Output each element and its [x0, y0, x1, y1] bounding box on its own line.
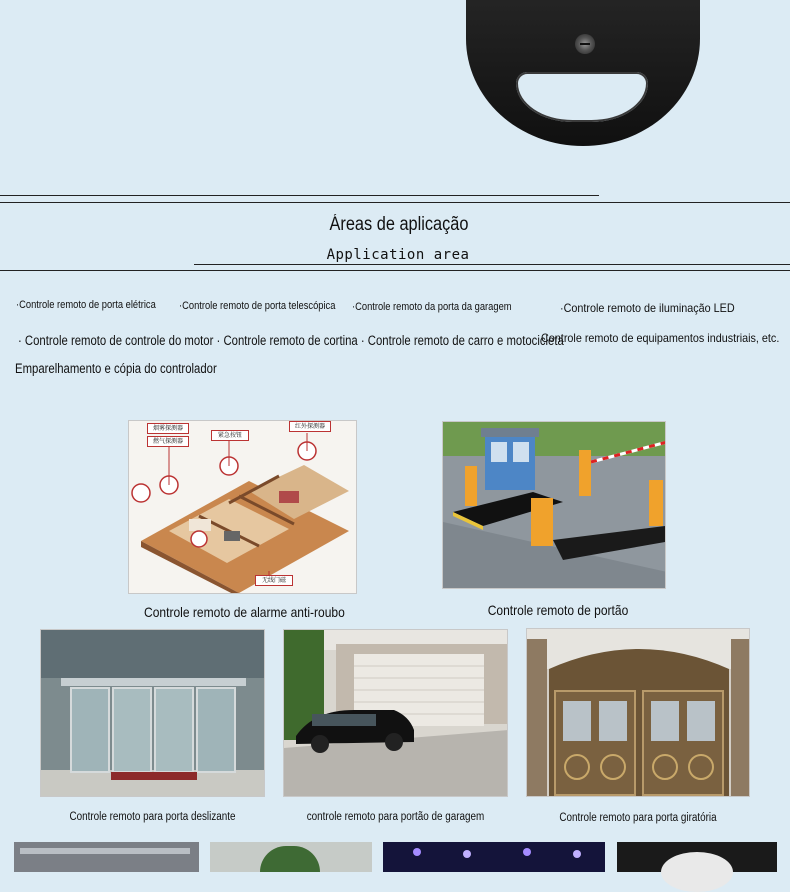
bottom-photo-4	[617, 842, 777, 872]
floorplan-label: 烟雾探测器	[147, 423, 189, 434]
photo-caption: Controle remoto para porta deslizante	[69, 811, 236, 823]
floorplan-label: 无线门磁	[255, 575, 293, 586]
photo-caption: Controle remoto de portão	[487, 602, 629, 618]
photo-caption: Controle remoto para porta giratória	[559, 812, 717, 824]
floorplan-label: 红外探测器	[289, 421, 331, 432]
bottom-photo-3	[383, 842, 605, 872]
light-dot	[573, 850, 581, 858]
light-dot	[523, 848, 531, 856]
swing-gate-photo	[526, 628, 750, 797]
application-item: Controle remoto de equipamentos industriais, etc.	[541, 331, 780, 345]
tree-shape	[260, 846, 320, 872]
application-item: · Controle remoto de controle do motor · Controle remoto de cortina · Controle remoto de carro e motocicleta	[18, 333, 564, 348]
bottom-photo-1	[14, 842, 199, 872]
application-item: ·Controle remoto de iluminação LED	[560, 301, 735, 315]
light-dot	[413, 848, 421, 856]
bottom-photo-2	[210, 842, 372, 872]
screw-icon	[575, 34, 595, 54]
divider	[0, 195, 599, 196]
application-item: Emparelhamento e cópia do controlador	[15, 361, 217, 376]
floorplan-label: 紧急按钮	[211, 430, 249, 441]
parking-barrier-photo	[442, 421, 666, 589]
house-floorplan-photo	[128, 420, 357, 594]
floorplan-label: 燃气探测器	[147, 436, 189, 447]
photo-caption: controle remoto para portão de garagem	[306, 811, 485, 823]
section-subtitle: Application area	[326, 247, 470, 263]
application-item: ·Controle remoto de porta telescópica	[179, 300, 336, 312]
garage-door-photo	[283, 629, 508, 797]
application-item: ·Controle remoto de porta elétrica	[16, 299, 156, 311]
application-item: ·Controle remoto da porta da garagem	[352, 301, 512, 313]
section-title: Áreas de aplicação	[329, 214, 469, 235]
divider	[0, 270, 790, 271]
round-lamp	[661, 852, 733, 892]
photo-detail	[20, 848, 190, 854]
sliding-door-photo	[40, 629, 265, 797]
light-dot	[463, 850, 471, 858]
divider	[194, 264, 790, 265]
divider	[0, 202, 790, 203]
photo-caption: Controle remoto de alarme anti-roubo	[144, 604, 345, 620]
